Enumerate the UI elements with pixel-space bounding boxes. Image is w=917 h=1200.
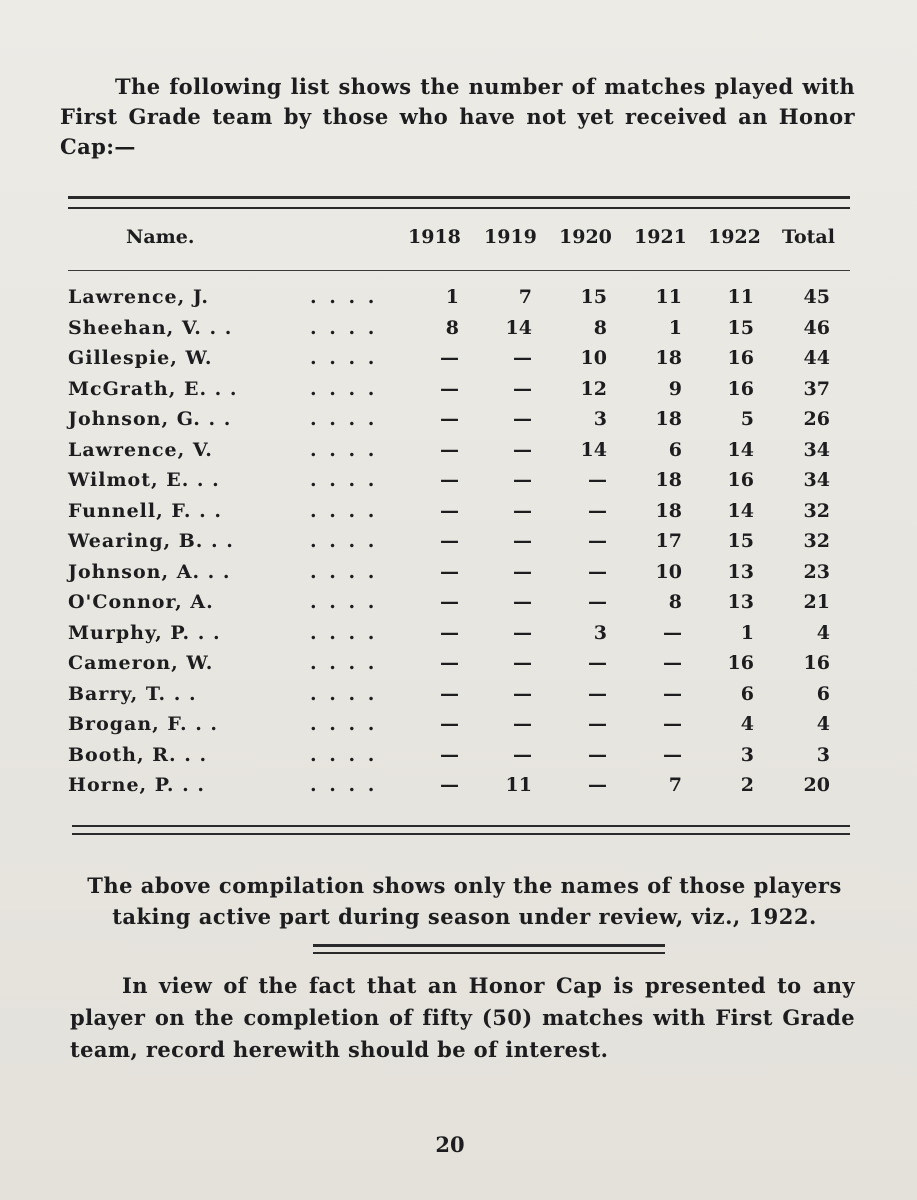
- cell-1918: —: [440, 652, 459, 674]
- cell-1922: 6: [740, 682, 754, 705]
- dot-leader: . . . .: [310, 499, 378, 522]
- cell-1919: —: [513, 438, 532, 461]
- cell-1918: —: [440, 560, 459, 583]
- dot-leader: . . . .: [310, 377, 378, 400]
- cell-1921: 18: [655, 499, 682, 522]
- cell-1919: —: [513, 469, 532, 491]
- table-row: [0, 347, 917, 378]
- cell-total: 6: [816, 682, 830, 705]
- cell-1918: —: [440, 499, 459, 522]
- cell-1922: 13: [727, 560, 754, 583]
- cell-1921: 1: [668, 316, 682, 339]
- table-row: [0, 469, 917, 500]
- cell-1918: —: [440, 621, 459, 644]
- cell-1922: 2: [740, 774, 754, 796]
- table-top-rule: [68, 196, 850, 199]
- cell-1921: —: [663, 713, 682, 735]
- header-total: Total: [782, 226, 835, 248]
- player-name: Wearing, B. . .: [68, 530, 234, 552]
- cell-1922: 16: [727, 377, 754, 400]
- header-1919: 1919: [484, 226, 537, 248]
- cell-1919: —: [513, 377, 532, 400]
- table-row: [0, 683, 917, 714]
- table-row: [0, 744, 917, 775]
- cell-1918: —: [440, 774, 459, 796]
- dot-leader: . . . .: [310, 530, 378, 552]
- cell-1921: 6: [668, 438, 682, 461]
- cell-1919: —: [513, 682, 532, 705]
- page-number: 20: [435, 1132, 465, 1157]
- header-1920: 1920: [559, 226, 612, 248]
- dot-leader: . . . .: [310, 408, 378, 430]
- table-row: [0, 439, 917, 470]
- cell-1920: —: [588, 560, 607, 583]
- intro-paragraph: The following list shows the number of matches played with First Grade team by those who have not yet received an Honor Cap:—: [60, 74, 855, 159]
- table-row: [0, 652, 917, 683]
- table-body: [0, 286, 917, 805]
- cell-1920: 12: [580, 377, 607, 400]
- cell-1919: —: [513, 408, 532, 430]
- cell-1921: 18: [655, 469, 682, 491]
- table-row: [0, 317, 917, 348]
- cell-total: 21: [803, 591, 830, 613]
- cell-total: 34: [803, 438, 830, 461]
- cell-1922: 15: [727, 530, 754, 552]
- cell-total: 23: [803, 560, 830, 583]
- cell-1918: 8: [445, 316, 459, 339]
- cell-1921: 7: [668, 774, 682, 796]
- cell-total: 4: [816, 621, 830, 644]
- cell-total: 32: [803, 499, 830, 522]
- cell-1920: —: [588, 469, 607, 491]
- player-name: Sheehan, V. . .: [68, 316, 233, 339]
- cell-1922: 4: [740, 713, 754, 735]
- cell-total: 3: [816, 743, 830, 766]
- dot-leader: . . . .: [310, 316, 378, 339]
- cell-1920: —: [588, 530, 607, 552]
- cell-1920: 3: [593, 621, 607, 644]
- player-name: Johnson, A. . .: [68, 560, 231, 583]
- cell-1920: —: [588, 774, 607, 796]
- table-row: [0, 713, 917, 744]
- cell-total: 4: [816, 713, 830, 735]
- cell-1919: —: [513, 530, 532, 552]
- table-top-rule-inner: [68, 207, 850, 209]
- cell-1919: —: [513, 347, 532, 369]
- dot-leader: . . . .: [310, 652, 378, 674]
- cell-total: 26: [803, 408, 830, 430]
- cell-1921: 9: [668, 377, 682, 400]
- cell-total: 37: [803, 377, 830, 400]
- cell-1922: 16: [727, 347, 754, 369]
- cell-1919: —: [513, 652, 532, 674]
- cell-1922: 5: [740, 408, 754, 430]
- cell-1919: —: [513, 560, 532, 583]
- player-name: Wilmot, E. . .: [68, 469, 220, 491]
- cell-1921: —: [663, 743, 682, 766]
- player-name: O'Connor, A.: [68, 591, 214, 613]
- table-header-rule: [68, 270, 850, 271]
- dot-leader: . . . .: [310, 774, 378, 796]
- cell-1918: —: [440, 591, 459, 613]
- dot-leader: . . . .: [310, 286, 378, 308]
- header-1918: 1918: [408, 226, 461, 248]
- player-name: Lawrence, J.: [68, 286, 209, 308]
- cell-1920: —: [588, 743, 607, 766]
- cell-1920: —: [588, 713, 607, 735]
- section-divider: [313, 944, 665, 947]
- cell-1921: 8: [668, 591, 682, 613]
- cell-1919: 14: [505, 316, 532, 339]
- cell-total: 46: [803, 316, 830, 339]
- cell-1918: —: [440, 347, 459, 369]
- cell-1921: —: [663, 652, 682, 674]
- cell-1919: 11: [505, 774, 532, 796]
- cell-1922: 14: [727, 438, 754, 461]
- cell-1922: 11: [727, 286, 754, 308]
- cell-1920: —: [588, 682, 607, 705]
- cell-1920: 10: [580, 347, 607, 369]
- player-name: Booth, R. . .: [68, 743, 208, 766]
- cell-1920: 15: [580, 286, 607, 308]
- cell-1920: 8: [593, 316, 607, 339]
- table-bottom-rule: [72, 825, 850, 827]
- dot-leader: . . . .: [310, 621, 378, 644]
- table-row: [0, 378, 917, 409]
- cell-1918: —: [440, 682, 459, 705]
- cell-1921: 18: [655, 408, 682, 430]
- cell-1919: 7: [518, 286, 532, 308]
- cell-1921: 17: [655, 530, 682, 552]
- table-row: [0, 286, 917, 317]
- closing-paragraph: In view of the fact that an Honor Cap is presented to any player on the completion of fifty (50) matches with First Grade team, record herewith should be of interest.: [70, 973, 855, 1062]
- cell-1921: 10: [655, 560, 682, 583]
- cell-1920: —: [588, 499, 607, 522]
- cell-1920: —: [588, 591, 607, 613]
- table-row: [0, 591, 917, 622]
- cell-1922: 16: [727, 469, 754, 491]
- cell-1918: —: [440, 408, 459, 430]
- cell-1921: 11: [655, 286, 682, 308]
- table-header: [0, 226, 917, 252]
- cell-1922: 15: [727, 316, 754, 339]
- cell-1918: —: [440, 438, 459, 461]
- cell-1919: —: [513, 743, 532, 766]
- table-row: [0, 500, 917, 531]
- cell-1918: —: [440, 530, 459, 552]
- table-row: [0, 561, 917, 592]
- cell-1918: —: [440, 713, 459, 735]
- cell-total: 32: [803, 530, 830, 552]
- table-row: [0, 774, 917, 805]
- cell-total: 20: [803, 774, 830, 796]
- cell-1919: —: [513, 499, 532, 522]
- cell-1918: 1: [445, 286, 459, 308]
- player-name: Johnson, G. . .: [68, 408, 232, 430]
- dot-leader: . . . .: [310, 591, 378, 613]
- cell-total: 45: [803, 286, 830, 308]
- player-name: Cameron, W.: [68, 652, 214, 674]
- player-name: Horne, P. . .: [68, 774, 205, 796]
- cell-1922: 16: [727, 652, 754, 674]
- cell-1920: —: [588, 652, 607, 674]
- cell-1919: —: [513, 713, 532, 735]
- cell-total: 16: [803, 652, 830, 674]
- player-name: Gillespie, W.: [68, 347, 213, 369]
- player-name: Murphy, P. . .: [68, 621, 221, 644]
- cell-total: 34: [803, 469, 830, 491]
- cell-1919: —: [513, 621, 532, 644]
- player-name: Barry, T. . .: [68, 682, 197, 705]
- table-bottom-rule-inner: [72, 833, 850, 835]
- cell-1918: —: [440, 377, 459, 400]
- player-name: Funnell, F. . .: [68, 499, 223, 522]
- cell-1922: 14: [727, 499, 754, 522]
- cell-1921: —: [663, 682, 682, 705]
- dot-leader: . . . .: [310, 743, 378, 766]
- table-row: [0, 530, 917, 561]
- dot-leader: . . . .: [310, 438, 378, 461]
- cell-1922: 13: [727, 591, 754, 613]
- cell-1921: 18: [655, 347, 682, 369]
- cell-1918: —: [440, 469, 459, 491]
- cell-1919: —: [513, 591, 532, 613]
- cell-1921: —: [663, 621, 682, 644]
- cell-1920: 14: [580, 438, 607, 461]
- compilation-note: The above compilation shows only the names of those players taking active part during season under review, viz., 1922.: [87, 873, 842, 929]
- dot-leader: . . . .: [310, 469, 378, 491]
- player-name: Lawrence, V.: [68, 438, 213, 461]
- table-row: [0, 408, 917, 439]
- header-1922: 1922: [708, 226, 761, 248]
- cell-total: 44: [803, 347, 830, 369]
- dot-leader: . . . .: [310, 560, 378, 583]
- header-name: Name.: [126, 226, 195, 248]
- player-name: McGrath, E. . .: [68, 377, 238, 400]
- cell-1922: 3: [740, 743, 754, 766]
- dot-leader: . . . .: [310, 347, 378, 369]
- cell-1920: 3: [593, 408, 607, 430]
- table-row: [0, 622, 917, 653]
- dot-leader: . . . .: [310, 713, 378, 735]
- cell-1918: —: [440, 743, 459, 766]
- player-name: Brogan, F. . .: [68, 713, 219, 735]
- dot-leader: . . . .: [310, 682, 378, 705]
- header-1921: 1921: [634, 226, 687, 248]
- section-divider-inner: [313, 952, 665, 954]
- cell-1922: 1: [740, 621, 754, 644]
